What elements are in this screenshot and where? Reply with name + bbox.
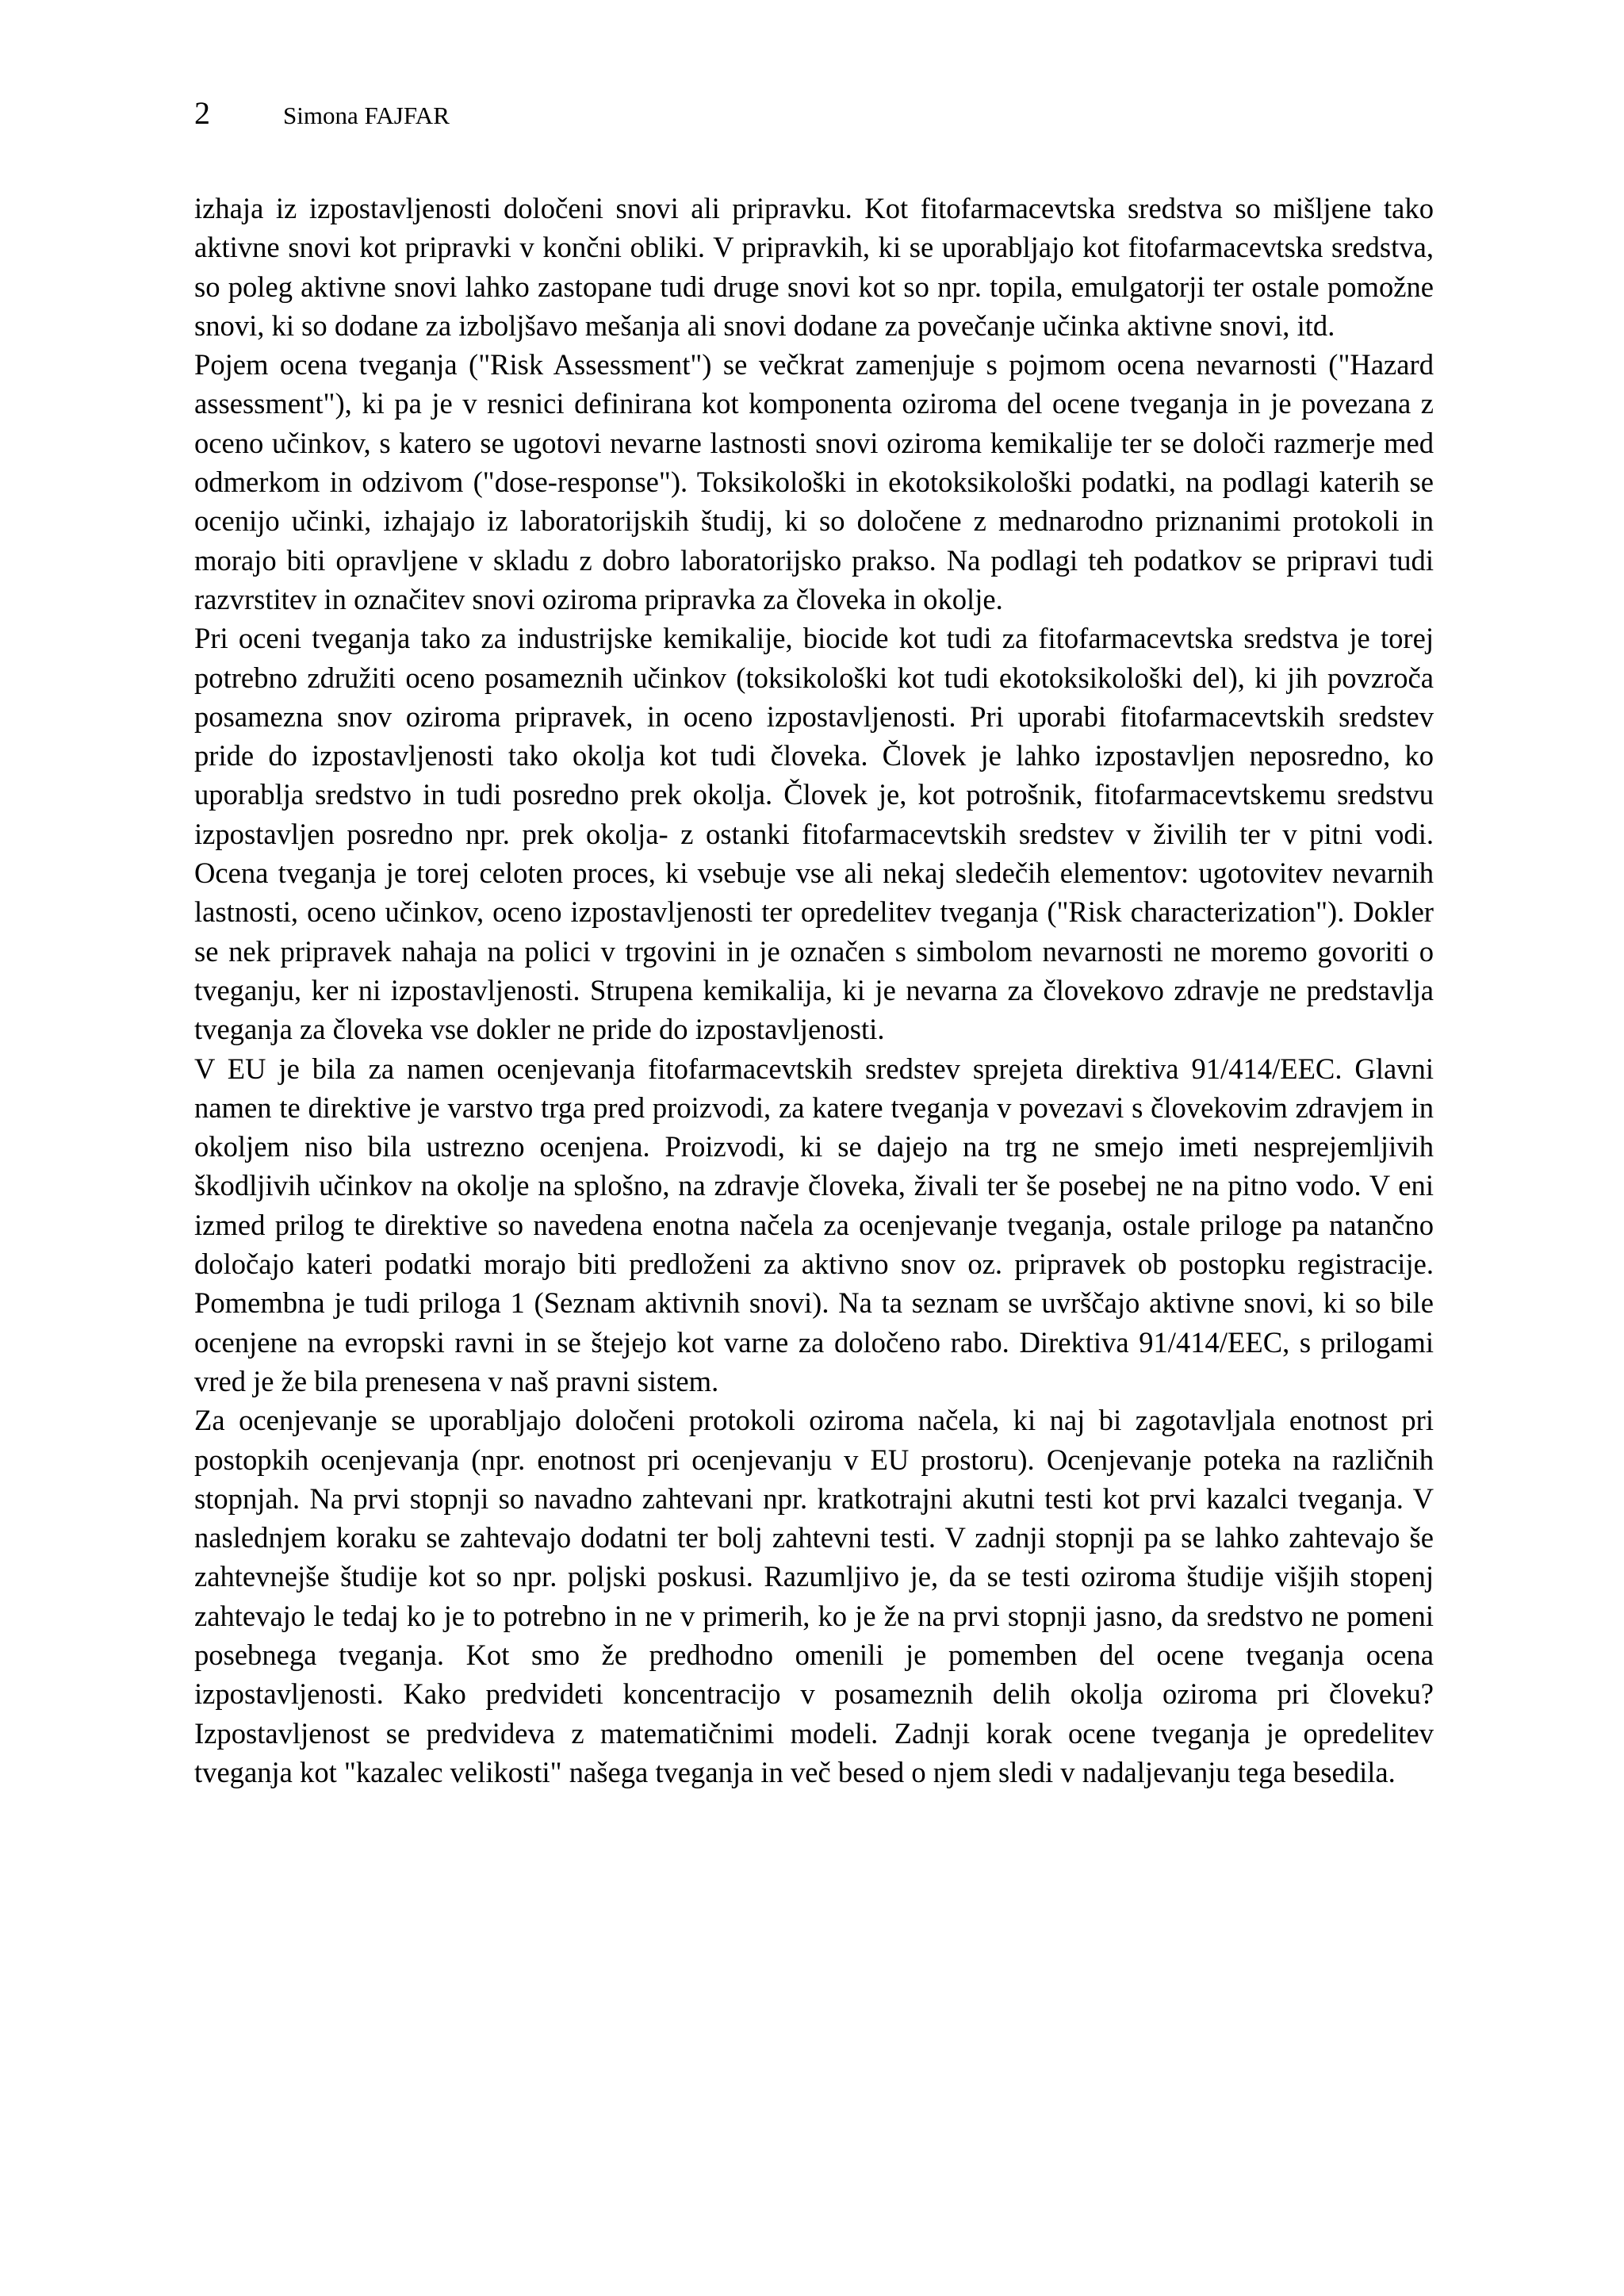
- paragraph-2: Pojem ocena tveganja ("Risk Assessment") se večkrat zamenjuje s pojmom ocena nevarnosti ("Hazard assessment"), ki pa je v resnici definirana kot komponenta oziroma del ocene tveganja in je povezana z oceno učinkov, s katero se ugotovi nevarne lastnosti snovi oziroma kemikalije ter se določi razmerje med odmerkom in odzivom ("dose-response"). Toksikološki in ekotoksikološki podatki, na podlagi katerih se ocenijo učinki, izhajajo iz laboratorijskih študij, ki so določene z mednarodno priznanimi protokoli in morajo biti opravljene v skladu z dobro laboratorijsko prakso. Na podlagi teh podatkov se pripravi tudi razvrstitev in označitev snovi oziroma pripravka za človeka in okolje.: [194, 348, 1434, 615]
- running-head: [194, 94, 450, 133]
- paragraph-3: Pri oceni tveganja tako za industrijske kemikalije, biocide kot tudi za fitofarmacevtska sredstva je torej potrebno združiti oceno posameznih učinkov (toksikološki kot tudi ekotoksikološki del), ki jih povzroča posamezna snov oziroma pripravek, in oceno izpostavljenosti. Pri uporabi fitofarmacevtskih sredstev pride do izpostavljenosti tako okolja kot tudi človeka. Človek je lahko izpostavljen neposredno, ko uporablja sredstvo in tudi posredno prek okolja. Človek je, kot potrošnik, fitofarmacevtskemu sredstvu izpostavljen posredno npr. prek okolja- z ostanki fitofarmacevtskih sredstev v živilih ter v pitni vodi. Ocena tveganja je torej celoten proces, ki vsebuje vse ali nekaj sledečih elementov: ugotovitev nevarnih lastnosti, oceno učinkov, oceno izpostavljenosti ter opredelitev tveganja ("Risk characterization"). Dokler se nek pripravek nahaja na polici v trgovini in je označen s simbolom nevarnosti ne moremo govoriti o tveganju, ker ni izpostavljenosti. Strupena kemikalija, ki je nevarna za človekovo zdravje ne predstavlja tveganja za človeka vse dokler ne pride do izpostavljenosti.: [194, 622, 1434, 1046]
- paragraph-1: izhaja iz izpostavljenosti določeni snovi ali pripravku. Kot fitofarmacevtska sredstva so mišljene tako aktivne snovi kot pripravki v končni obliki. V pripravkih, ki se uporabljajo kot fitofarmacevtska sredstva, so poleg aktivne snovi lahko zastopane tudi druge snovi kot so npr. topila, emulgatorji ter ostale pomožne snovi, ki so dodane za izboljšavo mešanja ali snovi dodane za povečanje učinka aktivne snovi, itd.: [194, 192, 1434, 342]
- paragraph-5: Za ocenjevanje se uporabljajo določeni protokoli oziroma načela, ki naj bi zagotavljala enotnost pri postopkih ocenjevanja (npr. enotnost pri ocenjevanju v EU prostoru). Ocenjevanje poteka na različnih stopnjah. Na prvi stopnji so navadno zahtevani npr. kratkotrajni akutni testi kot prvi kazalci tveganja. V naslednjem koraku se zahtevajo dodatni ter bolj zahtevni testi. V zadnji stopnji pa se lahko zahtevajo še zahtevnejše študije kot so npr. poljski poskusi. Razumljivo je, da se testi oziroma študije višjih stopenj zahtevajo le tedaj ko je to potrebno in ne v primerih, ko je že na prvi stopnji jasno, da sredstvo ne pomeni posebnega tveganja. Kot smo že predhodno omenili je pomemben del ocene tveganja ocena izpostavljenosti. Kako predvideti koncentracijo v posameznih delih okolja oziroma pri človeku? Izpostavljenost se predvideva z matematičnimi modeli. Zadnji korak ocene tveganja je opredelitev tveganja kot "kazalec velikosti" našega tveganja in več besed o njem sledi v nadaljevanju tega besedila.: [194, 1404, 1434, 1788]
- paragraph-4: V EU je bila za namen ocenjevanja fitofarmacevtskih sredstev sprejeta direktiva 91/414/EEC. Glavni namen te direktive je varstvo trga pred proizvodi, za katere tveganja v povezavi s človekovim zdravjem in okoljem niso bila ustrezno ocenjena. Proizvodi, ki se dajejo na trg ne smejo imeti nesprejemljivih škodljivih učinkov na okolje na splošno, na zdravje človeka, živali ter še posebej ne na pitno vodo. V eni izmed prilog te direktive so navedena enotna načela za ocenjevanje tveganja, ostale priloge pa natančno določajo kateri podatki morajo biti predloženi za aktivno snov oz. pripravek ob postopku registracije. Pomembna je tudi priloga 1 (Seznam aktivnih snovi). Na ta seznam se uvrščajo aktivne snovi, ki so bile ocenjene na evropski ravni in se štejejo kot varne za določeno rabo. Direktiva 91/414/EEC, s prilogami vred je že bila prenesena v naš pravni sistem.: [194, 1052, 1434, 1397]
- body-text: [194, 189, 1434, 1792]
- page-number: 2: [194, 95, 210, 131]
- author-name: Simona FAJFAR: [283, 102, 450, 129]
